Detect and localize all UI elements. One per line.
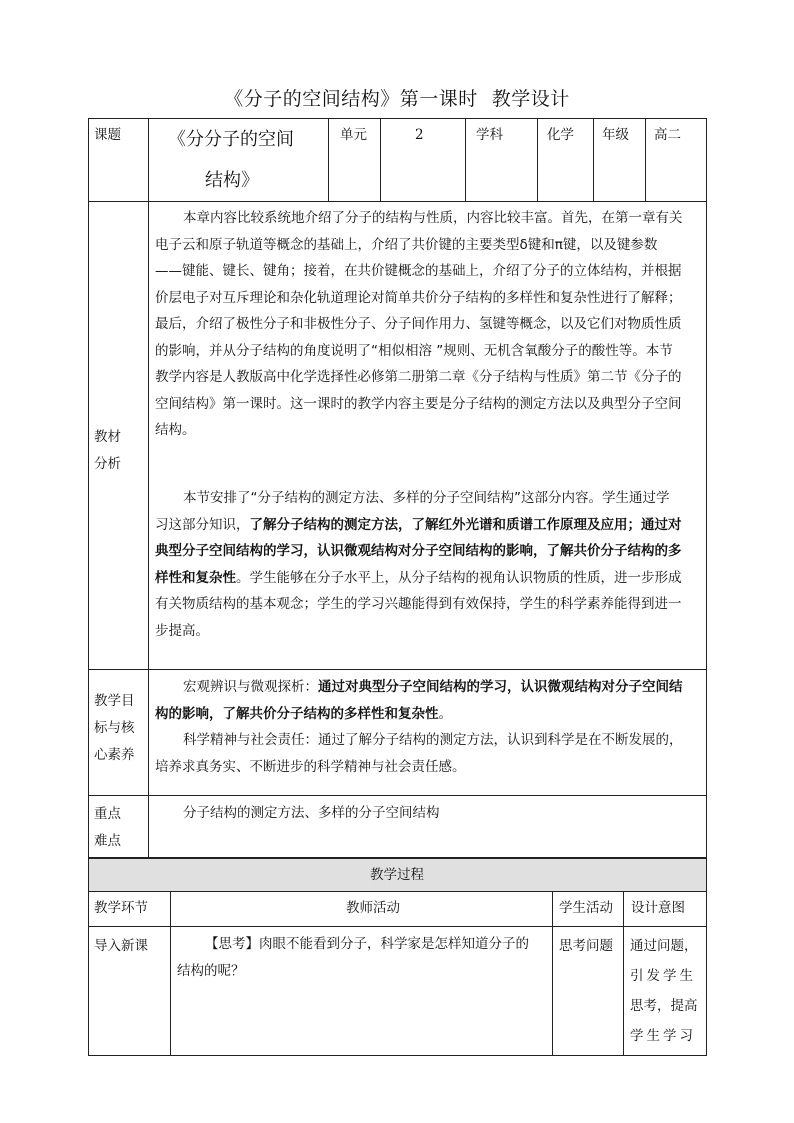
document-title bbox=[0, 84, 794, 111]
topic-value-line2: 结构》 bbox=[205, 170, 259, 191]
title-main: 《分子的空间结构》第一课时 bbox=[224, 88, 478, 110]
col-student-header: 学生活动 bbox=[559, 900, 613, 916]
objectives-label: 教学目 标与核 心素养 bbox=[94, 693, 135, 763]
objectives-text: 宏观辨识与微观探析：通过对典型分子空间结构的学习，认识微观结构对分子空间结 构的影响，了解共价分子结构的多样性和复杂性。 科学精神与社会责任：通过了解分子结构的测定方法，认识到科学是在不断发展的， 培养求真务实、不断进步的科学精神与社会责任感。 bbox=[155, 679, 683, 775]
textbook-analysis-p2: 本节安排了“分子结构的测定方法、多样的分子空间结构”这部分内容。学生通过学 习这部分知识，了解分子结构的测定方法，了解红外光谱和质谱工作原理及应用；通过对 典型分子空间结构的学习，认识微观结构对分子空间结构的影响，了解共价分子结构的多 样性和复杂性。学生能够在分子水平上，从分子结构的视角认识物质的性质，进一步形成 有关物质结构的基本观念；学生的学习兴趣能得到有效保持，学生的科学素养能得到进一 步提高。 bbox=[155, 490, 682, 639]
topic-value-line1: 《分分子的空间 bbox=[168, 129, 294, 150]
unit-label: 单元 bbox=[340, 127, 367, 143]
unit-value: 2 bbox=[415, 127, 424, 143]
row1-student-activity: 思考问题 bbox=[559, 938, 613, 954]
subject-label: 学科 bbox=[476, 127, 503, 143]
col-stage-header: 教学环节 bbox=[94, 900, 148, 916]
key-points-label: 重点 难点 bbox=[94, 806, 121, 849]
key-points-text: 分子结构的测定方法、多样的分子空间结构 bbox=[183, 805, 440, 821]
row1-stage: 导入新课 bbox=[94, 938, 148, 954]
textbook-analysis-p1: 本章内容比较系统地介绍了分子的结构与性质，内容比较丰富。首先，在第一章有关 电子云和原子轨道等概念的基础上，介绍了共价键的主要类型δ键和π键，以及键参数 ——键能、键长、键角；接着，在共价键概念的基础上，介绍了分子的立体结构，并根据 价层电子对互斥理论和杂化轨道理论对简单共价分子结构的多样性和复杂性进行了解释； 最后，介绍了极性分子和非极性分子、分子间作用力、氢键等概念，以及它们对物质性质 的影响，并从分子结构的角度说明了“相似相溶 ”规则、无机含氧酸分子的酸性等。本节 教学内容是人教版高中化学选择性必修第二册第二章《分子结构与性质》第二节《分子的 空间结构》第一课时。这一课时的教学内容主要是分子结构的测定方法以及典型分子空间 结构。 bbox=[155, 210, 683, 438]
grade-value: 高二 bbox=[654, 127, 681, 143]
col-teacher-header: 教师活动 bbox=[346, 900, 400, 916]
row1-teacher-activity: 【思考】肉眼不能看到分子，科学家是怎样知道分子的 结构的呢？ bbox=[177, 936, 529, 979]
topic-label: 课题 bbox=[94, 127, 121, 143]
row1-design-intent: 通过问题， 引发学生 思考，提高 学生学习 bbox=[630, 938, 698, 1044]
col-intent-header: 设计意图 bbox=[631, 900, 685, 916]
subject-value: 化学 bbox=[547, 127, 574, 143]
title-sub: 教学设计 bbox=[491, 88, 570, 110]
grade-label: 年级 bbox=[602, 127, 629, 143]
process-section-title: 教学过程 bbox=[370, 867, 424, 883]
textbook-analysis-label: 教材 分析 bbox=[94, 429, 121, 472]
